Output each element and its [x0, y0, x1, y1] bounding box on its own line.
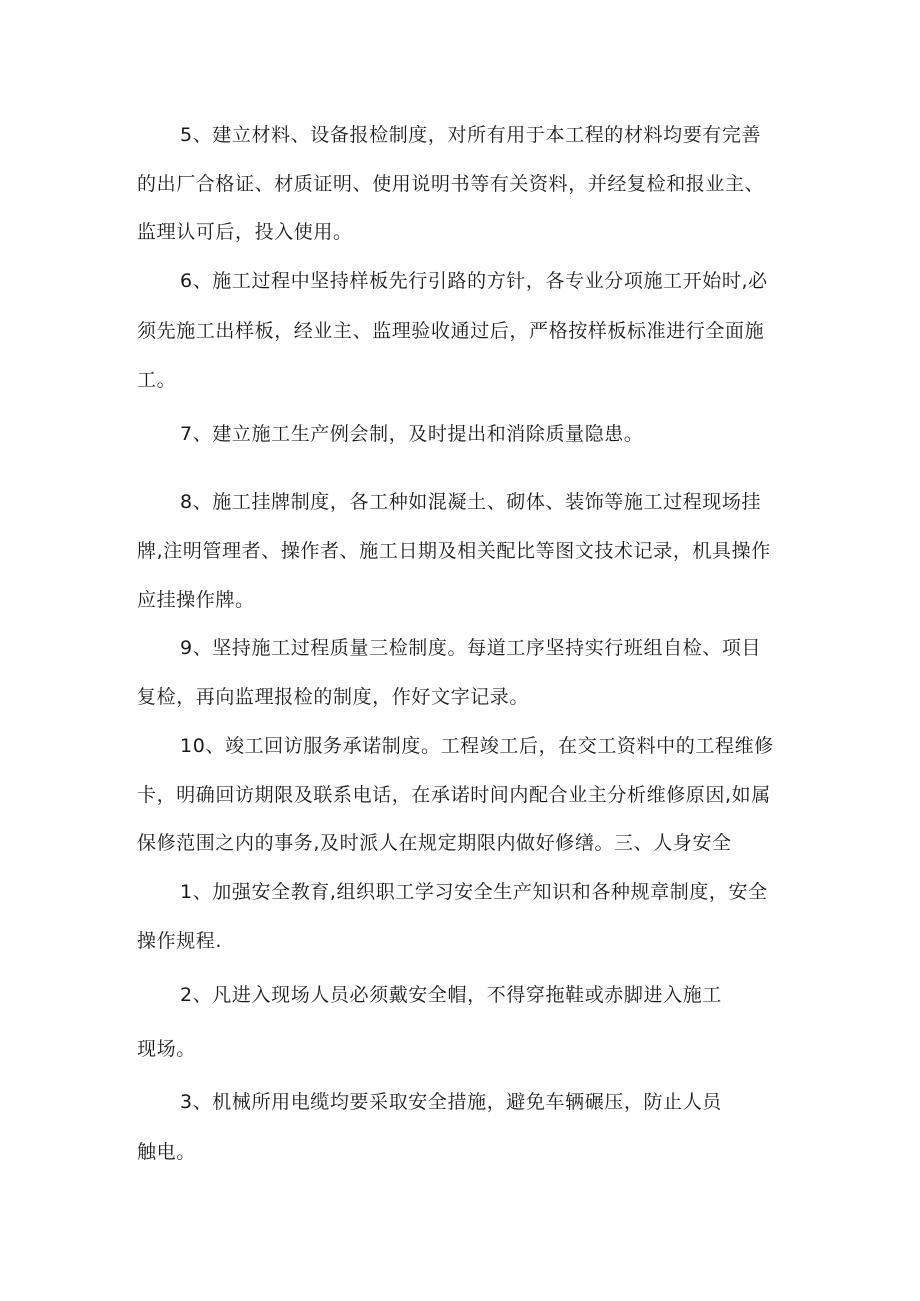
paragraph-line: 8、施工挂牌制度，各工种如混凝土、砌体、装饰等施工过程现场挂	[180, 491, 762, 513]
paragraph-line: 的出厂合格证、材质证明、使用说明书等有关资料，并经复检和报业主、	[137, 173, 765, 195]
paragraph-line: 2、凡进入现场人员必须戴安全帽，不得穿拖鞋或赤脚进入施工	[180, 984, 722, 1006]
paragraph-line: 9、坚持施工过程质量三检制度。每道工序坚持实行班组自检、项目	[180, 637, 762, 659]
paragraph-line: 须先施工出样板，经业主、监理验收通过后，严格按样板标准进行全面施	[137, 320, 765, 342]
paragraph-line: 10、竣工回访服务承诺制度。工程竣工后，在交工资料中的工程维修	[180, 735, 774, 757]
paragraph-line: 应挂操作牌。	[137, 589, 255, 611]
paragraph-line: 卡，明确回访期限及联系电话，在承诺时间内配合业主分析维修原因,如属	[137, 784, 771, 806]
paragraph-line: 工。	[137, 369, 177, 391]
paragraph-line: 现场。	[137, 1038, 196, 1060]
paragraph-line: 保修范围之内的事务,及时派人在规定期限内做好修缮。三、人身安全	[137, 832, 732, 854]
paragraph-line: 复检，再向监理报检的制度，作好文字记录。	[137, 686, 530, 708]
paragraph-line: 监理认可后，投入使用。	[137, 221, 353, 243]
paragraph-line: 操作规程.	[137, 930, 223, 952]
paragraph-line: 触电。	[137, 1141, 196, 1163]
paragraph-line: 1、加强安全教育,组织职工学习安全生产知识和各种规章制度，安全	[180, 881, 768, 903]
paragraph-line: 5、建立材料、设备报检制度，对所有用于本工程的材料均要有完善	[180, 124, 762, 146]
paragraph-line: 牌,注明管理者、操作者、施工日期及相关配比等图文技术记录，机具操作	[137, 540, 771, 562]
paragraph-line: 7、建立施工生产例会制，及时提出和消除质量隐患。	[180, 423, 644, 445]
paragraph-line: 3、机械所用电缆均要采取安全措施，避免车辆碾压，防止人员	[180, 1091, 722, 1113]
paragraph-line: 6、施工过程中坚持样板先行引路的方针，各专业分项施工开始时,必	[180, 270, 768, 292]
